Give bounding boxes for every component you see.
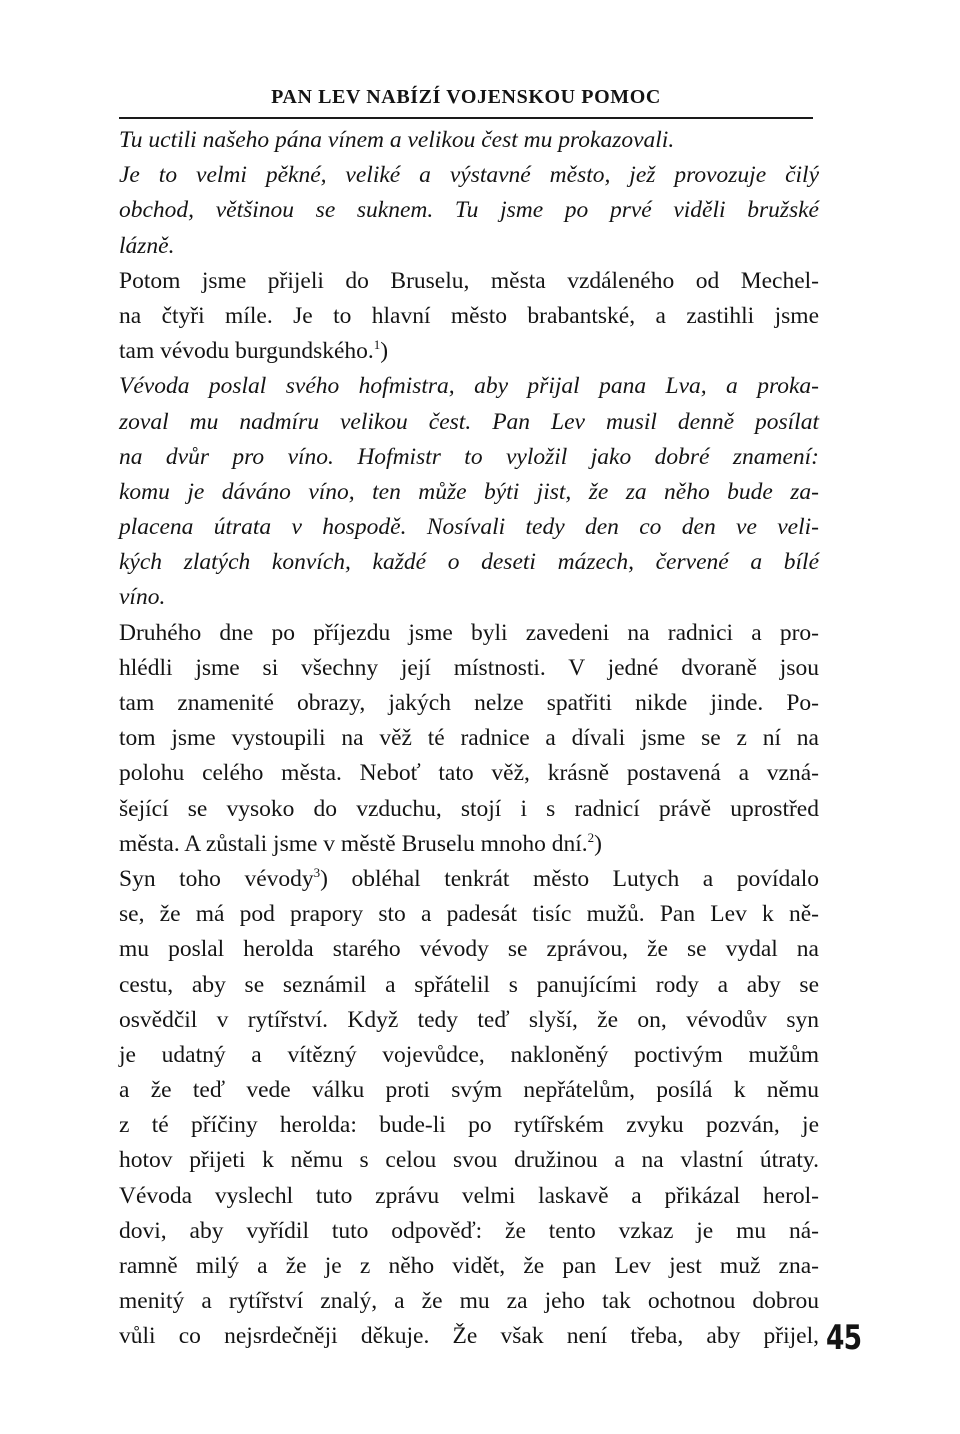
text-line xyxy=(119,792,819,827)
line-text: dovi, aby vyřídil tuto odpověď: že tento vzkaz je mu ná- xyxy=(119,1217,819,1244)
line-text: šející se vysoko do vzduchu, stojí i s radnicí právě uprostřed xyxy=(119,795,819,822)
footnote-marker: 3 xyxy=(313,865,321,881)
line-text: Vévoda poslal svého hofmistra, aby přijal pana Lva, a proka- xyxy=(119,373,819,400)
line-text: je udatný a vítězný vojevůdce, nakloněný poctivým mužům xyxy=(119,1041,819,1068)
line-text: Je to velmi pěkné, veliké a výstavné město, jež provozuje čilý xyxy=(119,162,819,189)
line-text: zoval mu nadmíru velikou čest. Pan Lev musil denně posílat xyxy=(119,408,819,435)
text-line xyxy=(119,1108,819,1143)
text-line xyxy=(119,405,819,440)
text-line xyxy=(119,229,819,264)
text-line xyxy=(119,756,819,791)
footnote-marker: 2 xyxy=(587,829,595,845)
line-text: kých zlatých konvích, každé o deseti mázech, červené a bílé xyxy=(119,549,819,576)
line-text: z té příčiny herolda: bude-li po rytířském zvyku pozván, je xyxy=(119,1112,819,1139)
header-rule xyxy=(119,117,813,119)
line-text: osvědčil v rytířství. Když tedy teď slyší, že on, vévodův syn xyxy=(119,1006,819,1033)
line-text: Tu uctili našeho pána vínem a velikou čest mu prokazovali. xyxy=(119,127,675,153)
line-text: na čtyři míle. Je to hlavní město brabantské, a zastihli jsme xyxy=(119,302,819,329)
text-line xyxy=(119,580,819,615)
line-text-tail: ) obléhal tenkrát město Lutych a povídalo xyxy=(320,865,820,892)
text-line xyxy=(119,299,819,334)
line-text: hlédli jsme si všechny její místnosti. V jedné dvoraně jsou xyxy=(119,654,819,681)
text-line xyxy=(119,651,819,686)
line-text: Druhého dne po příjezdu jsme byli zavedeni na radnici a pro- xyxy=(119,619,819,646)
text-line xyxy=(119,721,819,756)
page-number: 45 xyxy=(826,1318,862,1358)
text-line xyxy=(119,369,819,404)
line-text: tam znamenité obrazy, jakých nelze spatřiti nikde jinde. Po- xyxy=(119,690,819,716)
text-line xyxy=(119,686,819,721)
text-line xyxy=(119,1179,819,1214)
line-text: mu poslal herolda starého vévody se zprávou, že se vydal na xyxy=(119,936,819,963)
footnote-marker: 1 xyxy=(373,337,381,353)
line-text: lázně. xyxy=(119,232,175,259)
running-head: PAN LEV NABÍZÍ VOJENSKOU POMOC xyxy=(271,86,661,108)
line-text: obchod, většinou se suknem. Tu jsme po prvé viděli bružské xyxy=(119,197,819,224)
text-line xyxy=(119,616,819,651)
line-text: placena útrata v hospodě. Nosívali tedy den co den ve veli- xyxy=(119,514,819,541)
line-text: víno. xyxy=(119,584,166,611)
text-line xyxy=(119,827,819,862)
text-line xyxy=(119,193,819,228)
line-text: města. A zůstali jsme v městě Bruselu mnoho dní. xyxy=(119,830,588,857)
text-line xyxy=(119,440,819,475)
line-text: vůli co nejsrdečněji děkuje. Že však není třeba, aby přijel, xyxy=(119,1323,819,1350)
line-text: polohu celého města. Neboť tato věž, krásně postavená a vzná- xyxy=(119,760,819,787)
line-text: se, že má pod prapory sto a padesát tisíc mužů. Pan Lev k ně- xyxy=(119,901,819,928)
line-text: hotov přijeti k němu s celou svou družinou a na vlastní útraty. xyxy=(119,1147,819,1174)
text-line xyxy=(119,475,819,510)
line-text-tail: ) xyxy=(594,830,602,857)
text-line xyxy=(119,932,819,967)
text-line xyxy=(119,897,819,932)
line-text: menitý a rytířství znalý, a že mu za jeho tak ochotnou dobrou xyxy=(119,1288,819,1315)
text-line xyxy=(119,862,819,897)
line-text-tail: ) xyxy=(380,338,389,365)
text-line xyxy=(119,1038,819,1073)
text-line xyxy=(119,1284,819,1319)
line-text: Syn toho vévody xyxy=(119,865,314,892)
text-line xyxy=(119,1073,819,1108)
text-line xyxy=(119,334,819,369)
line-text: komu je dáváno víno, ten může býti jist, že za něho bude za- xyxy=(119,478,819,505)
text-line xyxy=(119,545,819,580)
line-text: cestu, aby se seznámil a spřátelil s panujícími rody a aby se xyxy=(119,971,819,998)
line-text: a že teď vede válku proti svým nepřátelům, posílá k němu xyxy=(119,1077,819,1104)
text-line xyxy=(119,968,819,1003)
line-text: na dvůr pro víno. Hofmistr to vyložil jako dobré znamení: xyxy=(119,443,819,470)
text-line xyxy=(119,1003,819,1038)
line-text: Vévoda vyslechl tuto zprávu velmi laskavě a přikázal herol- xyxy=(119,1182,819,1209)
text-line xyxy=(119,1214,819,1249)
body-text xyxy=(119,123,819,1355)
text-line xyxy=(119,123,819,158)
text-line xyxy=(119,158,819,193)
text-line xyxy=(119,510,819,545)
line-text: ramně milý a že je z něho vidět, že pan Lev jest muž zna- xyxy=(119,1253,819,1279)
line-text: tam vévodu burgundského. xyxy=(119,338,374,365)
text-line xyxy=(119,1319,819,1354)
line-text: Potom jsme přijeli do Bruselu, města vzdáleného od Mechel- xyxy=(119,267,819,294)
text-line xyxy=(119,1143,819,1178)
line-text: tom jsme vystoupili na věž té radnice a dívali jsme se z ní na xyxy=(119,725,819,752)
text-line xyxy=(119,1249,819,1284)
text-line xyxy=(119,264,819,299)
